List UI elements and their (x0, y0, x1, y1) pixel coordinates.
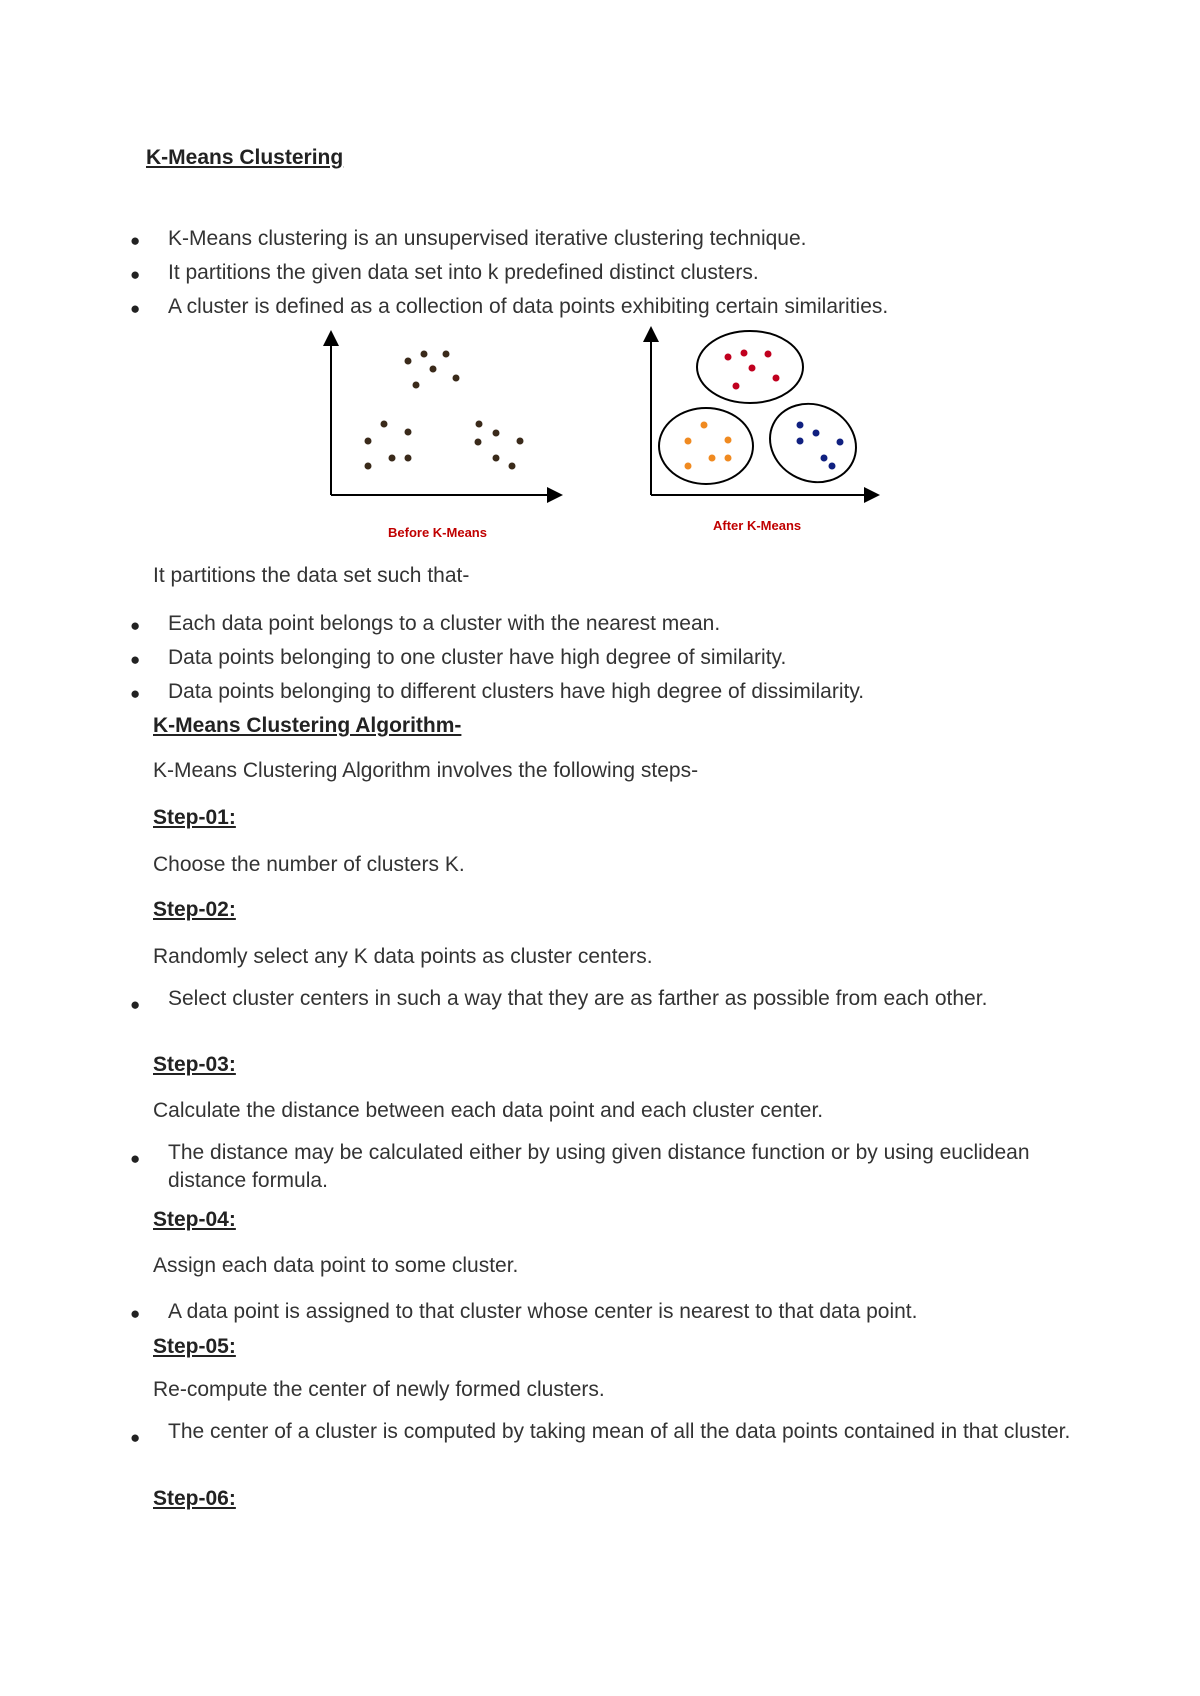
kmeans-figure (0, 0, 1200, 560)
step-04-label: Step-04: (153, 1208, 236, 1231)
before-point (509, 463, 516, 470)
cluster-orange-point (725, 437, 732, 444)
step-04-text: Assign each data point to some cluster. (153, 1254, 519, 1277)
before-points (365, 351, 524, 470)
step-06-label: Step-06: (153, 1487, 236, 1510)
cluster-blue-point (821, 455, 828, 462)
before-chart (331, 338, 555, 540)
cluster-orange-point (685, 463, 692, 470)
partition-bullet-1: Each data point belongs to a cluster with the nearest mean. (168, 612, 721, 635)
after-points (685, 350, 844, 470)
bullet-dot: ● (130, 1428, 141, 1447)
before-point (405, 358, 412, 365)
cluster-blue-point (813, 430, 820, 437)
bullet-dot: ● (130, 231, 141, 250)
intro-bullet-1: K-Means clustering is an unsupervised iterative clustering technique. (168, 227, 807, 250)
before-point (421, 351, 428, 358)
before-point (365, 438, 372, 445)
cluster-blue-point (829, 463, 836, 470)
partition-bullet-3: Data points belonging to different clusters have high degree of dissimilarity. (168, 680, 865, 703)
step-05-label: Step-05: (153, 1335, 236, 1358)
bullet-dot: ● (130, 650, 141, 669)
cluster-blue-point (837, 439, 844, 446)
cluster-blue-boundary (757, 390, 869, 496)
cluster-red-point (765, 351, 772, 358)
partition-bullet-2: Data points belonging to one cluster have high degree of similarity. (168, 646, 787, 669)
step-02-bullet: Select cluster centers in such a way that they are as farther as possible from each other. (168, 987, 988, 1010)
bullet-dot: ● (130, 684, 141, 703)
cluster-orange-point (701, 422, 708, 429)
cluster-red-point (749, 365, 756, 372)
before-point (517, 438, 524, 445)
cluster-blue-point (797, 422, 804, 429)
cluster-blue-point (797, 438, 804, 445)
step-05-bullet: The center of a cluster is computed by taking mean of all the data points contained in that cluster. (168, 1420, 1071, 1443)
cluster-red-point (773, 375, 780, 382)
intro-bullet-3: A cluster is defined as a collection of data points exhibiting certain similarities. (168, 295, 889, 318)
algorithm-heading: K-Means Clustering Algorithm- (153, 714, 462, 737)
before-point (430, 366, 437, 373)
bullet-dot: ● (130, 299, 141, 318)
step-03-label: Step-03: (153, 1053, 236, 1076)
step-02-label: Step-02: (153, 898, 236, 921)
before-point (476, 421, 483, 428)
step-02-text: Randomly select any K data points as cluster centers. (153, 945, 653, 968)
cluster-red-point (741, 350, 748, 357)
step-04-bullet: A data point is assigned to that cluster whose center is nearest to that data point. (168, 1300, 918, 1323)
bullet-dot: ● (130, 1149, 141, 1168)
bullet-dot: ● (130, 995, 141, 1014)
before-point (405, 429, 412, 436)
cluster-red-point (725, 354, 732, 361)
after-label: After K-Means (713, 518, 802, 533)
before-point (443, 351, 450, 358)
bullet-dot: ● (130, 265, 141, 284)
cluster-orange-boundary (659, 408, 753, 484)
step-01-text: Choose the number of clusters K. (153, 853, 465, 876)
before-point (493, 455, 500, 462)
before-point (365, 463, 372, 470)
after-chart (651, 331, 872, 533)
algorithm-intro: K-Means Clustering Algorithm involves the following steps- (153, 759, 699, 782)
before-point (389, 455, 396, 462)
cluster-red-point (733, 383, 740, 390)
cluster-orange-point (709, 455, 716, 462)
step-05-text: Re-compute the center of newly formed clusters. (153, 1378, 605, 1401)
bullet-dot: ● (130, 616, 141, 635)
step-03-text: Calculate the distance between each data point and each cluster center. (153, 1099, 824, 1122)
before-point (453, 375, 460, 382)
before-point (405, 455, 412, 462)
page-title: K-Means Clustering (146, 146, 344, 169)
step-01-label: Step-01: (153, 806, 236, 829)
before-point (475, 439, 482, 446)
before-point (493, 430, 500, 437)
step-03-bullet: The distance may be calculated either by using given distance function or by using euclidean distance formula. (168, 1141, 1030, 1192)
before-point (413, 382, 420, 389)
partition-intro: It partitions the data set such that- (153, 564, 470, 587)
before-label: Before K-Means (388, 525, 487, 540)
intro-bullet-2: It partitions the given data set into k predefined distinct clusters. (168, 261, 759, 284)
cluster-orange-point (685, 438, 692, 445)
before-point (381, 421, 388, 428)
bullet-dot: ● (130, 1304, 141, 1323)
cluster-orange-point (725, 455, 732, 462)
